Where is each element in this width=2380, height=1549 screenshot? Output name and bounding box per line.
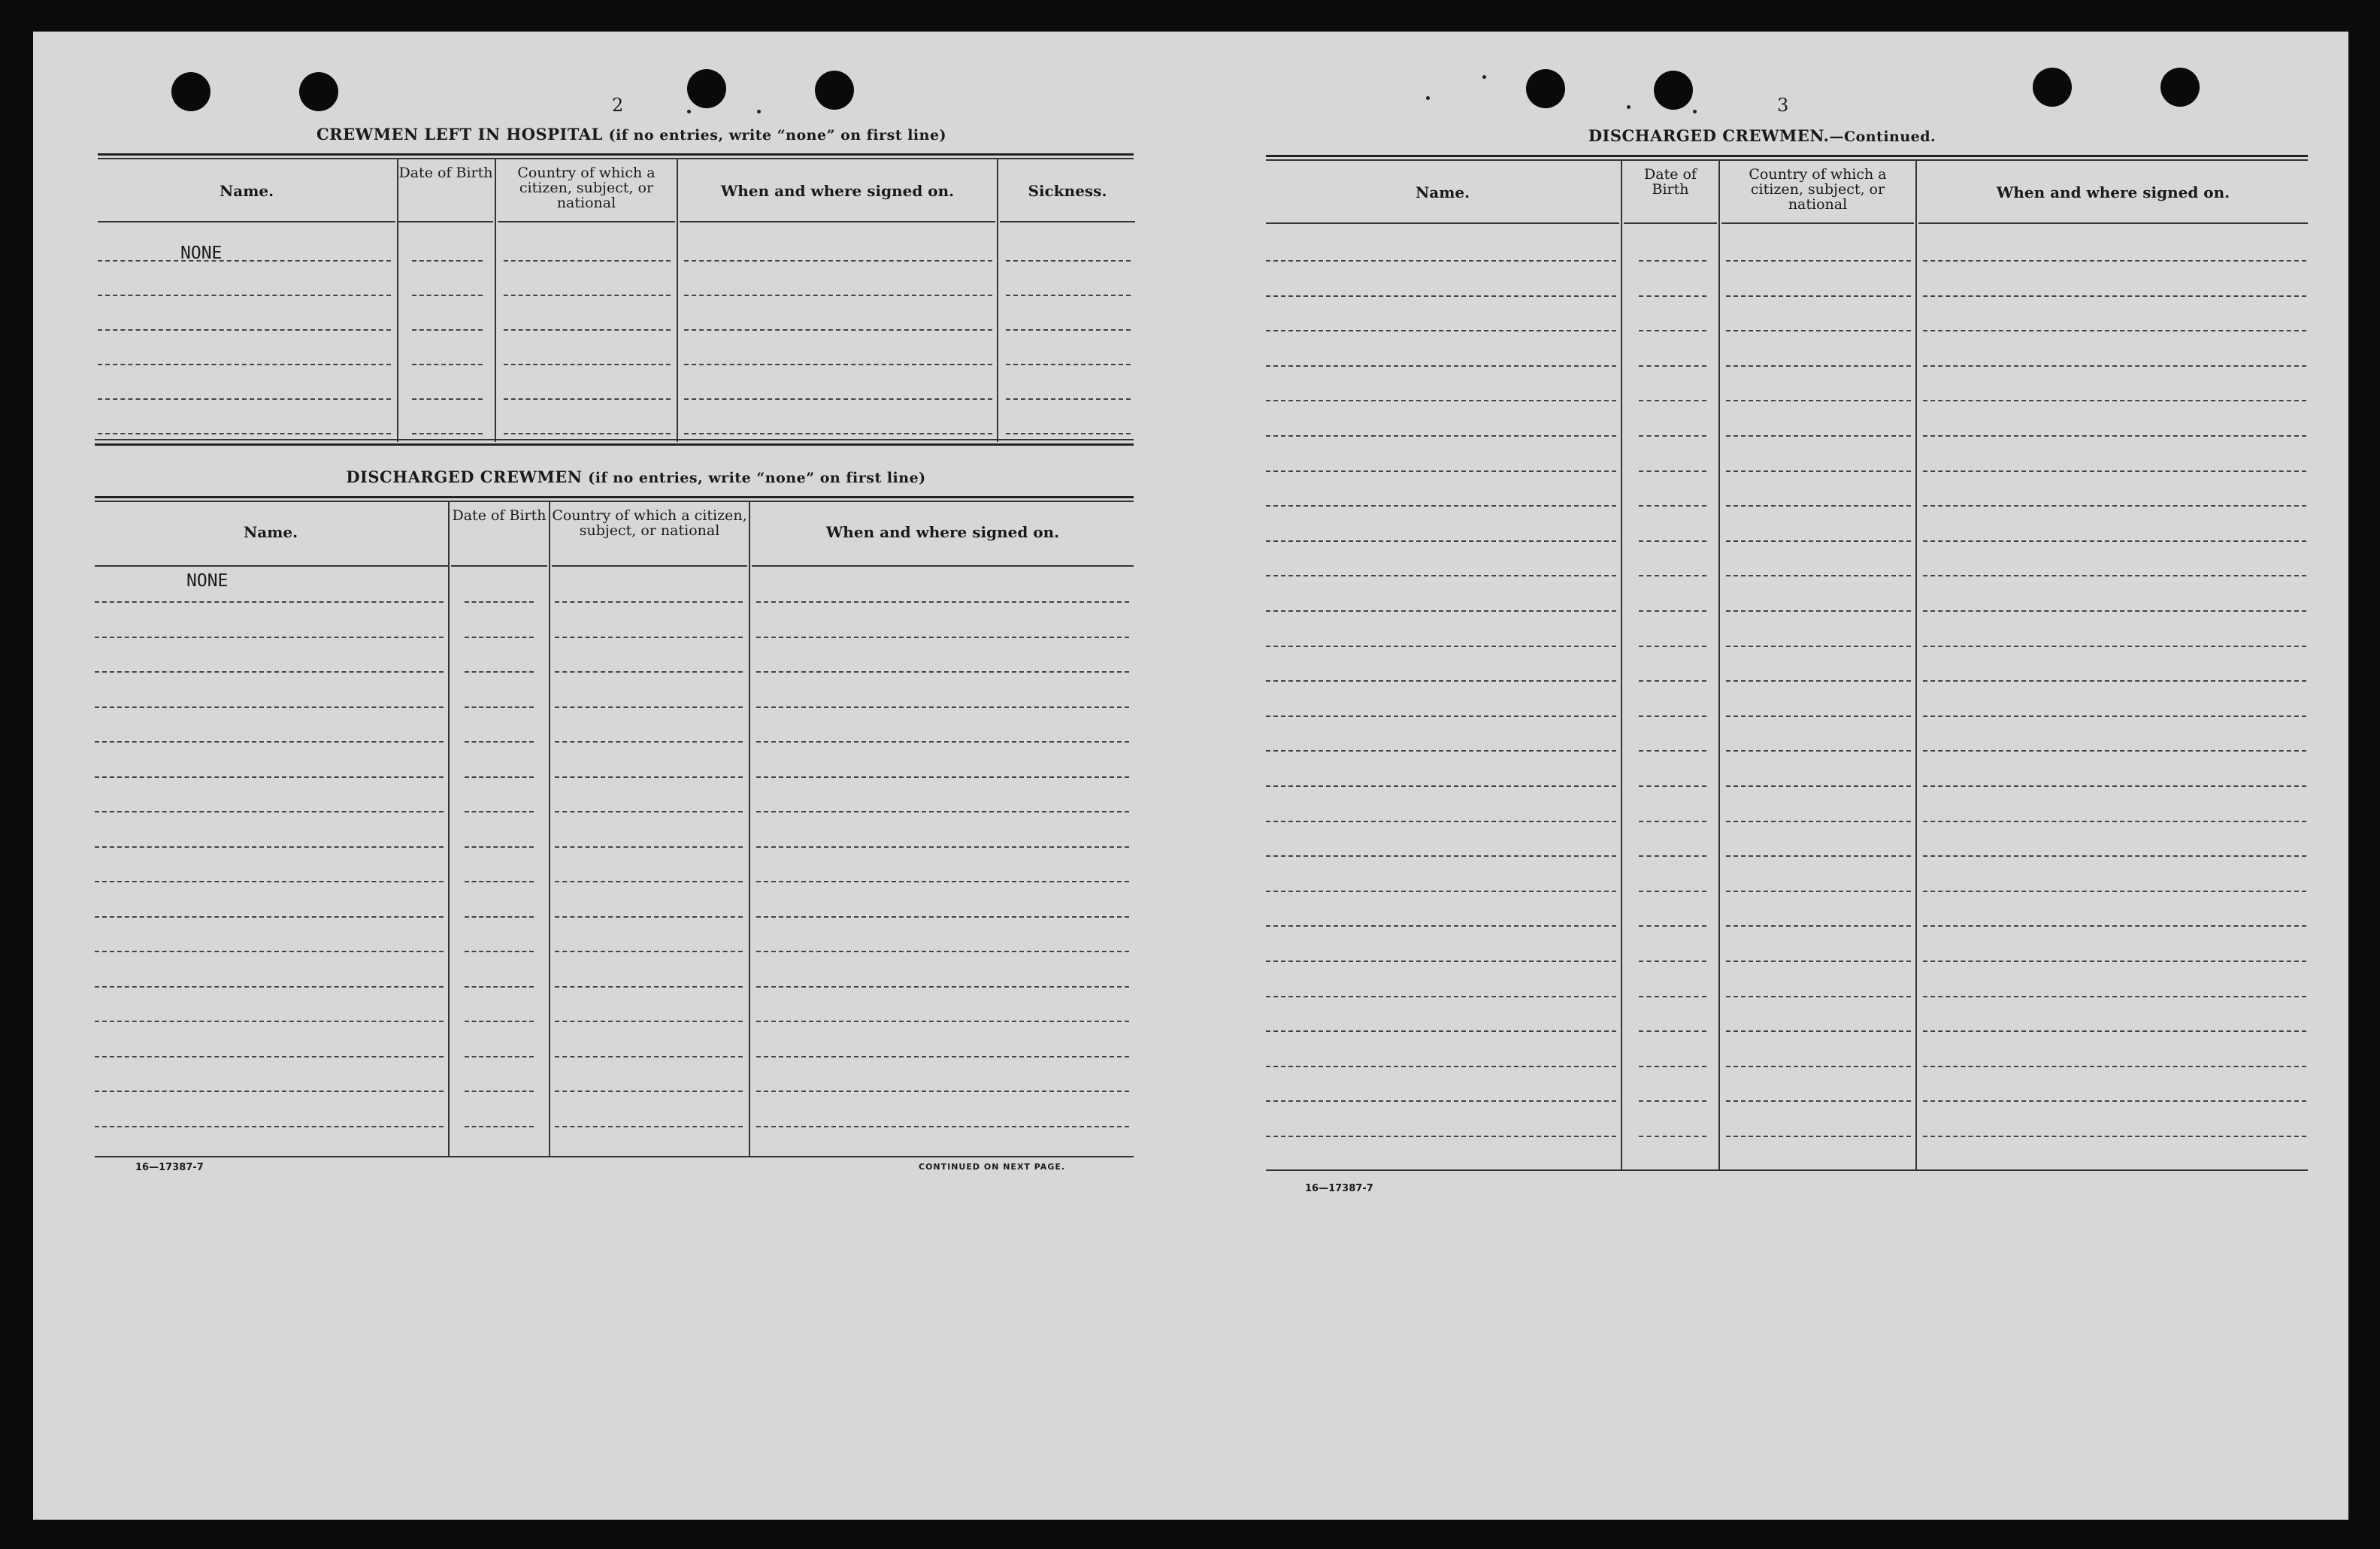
- entry-line: [555, 881, 743, 882]
- entry-line: [1923, 750, 2306, 752]
- entry-line: [1639, 716, 1706, 717]
- entry-line: [1266, 925, 1616, 927]
- entry-line: [756, 951, 1129, 952]
- entry-line: [1266, 1066, 1616, 1067]
- entry-line: [465, 776, 534, 778]
- entry-line: [1639, 610, 1706, 612]
- entry-line: [756, 1126, 1129, 1127]
- entry-line: [95, 637, 444, 638]
- discharged-first-entry: NONE: [186, 571, 229, 591]
- entry-line: [465, 951, 534, 952]
- entry-line: [1266, 785, 1616, 787]
- entry-line: [1726, 1100, 1911, 1102]
- entry-line: [465, 846, 534, 848]
- column-header-date-of-birth: Date of Birth: [398, 165, 493, 181]
- entry-line: [1006, 260, 1131, 262]
- entry-line: [1266, 646, 1616, 647]
- entry-line: [1639, 821, 1706, 822]
- entry-line: [95, 1056, 444, 1057]
- entry-line: [95, 671, 444, 673]
- entry-line: [95, 846, 444, 848]
- entry-line: [504, 260, 671, 262]
- entry-line: [1639, 365, 1706, 367]
- entry-line: [1266, 610, 1616, 612]
- column-header-name: Name.: [1415, 183, 1470, 201]
- entry-line: [756, 1056, 1129, 1057]
- entry-line: [756, 1091, 1129, 1092]
- entry-line: [98, 260, 391, 262]
- entry-line: [1923, 610, 2306, 612]
- entry-line: [95, 776, 444, 778]
- entry-line: [1923, 925, 2306, 927]
- entry-line: [1726, 680, 1911, 682]
- punch-hole: [1654, 71, 1693, 110]
- entry-line: [1639, 925, 1706, 927]
- discharged-section-title: DISCHARGED CREWMEN (if no entries, write “none” on first line): [346, 467, 926, 486]
- entry-line: [465, 601, 534, 603]
- entry-line: [1923, 260, 2306, 262]
- punch-hole: [171, 72, 210, 111]
- entry-line: [756, 706, 1129, 708]
- form-number: 16—17387-7: [135, 1162, 204, 1173]
- entry-line: [1923, 1136, 2306, 1137]
- entry-line: [1639, 575, 1706, 576]
- entry-line: [1266, 330, 1616, 331]
- entry-line: [1639, 891, 1706, 892]
- entry-line: [1923, 716, 2306, 717]
- entry-line: [1726, 1030, 1911, 1032]
- entry-line: [1006, 364, 1131, 365]
- continued-note: CONTINUED ON NEXT PAGE.: [919, 1162, 1066, 1172]
- entry-line: [98, 398, 391, 400]
- entry-line: [555, 986, 743, 988]
- entry-line: [555, 1056, 743, 1057]
- entry-line: [1006, 329, 1131, 331]
- entry-line: [555, 1021, 743, 1022]
- entry-line: [504, 398, 671, 400]
- entry-line: [684, 364, 992, 365]
- entry-line: [1923, 891, 2306, 892]
- entry-line: [1726, 295, 1911, 297]
- entry-line: [1923, 400, 2306, 401]
- column-header-when-where: When and where signed on.: [1996, 183, 2230, 201]
- entry-line: [465, 1056, 534, 1057]
- entry-line: [1923, 680, 2306, 682]
- entry-line: [98, 364, 391, 365]
- entry-line: [1266, 891, 1616, 892]
- entry-line: [1726, 505, 1911, 507]
- entry-line: [1726, 821, 1911, 822]
- punch-hole: [815, 71, 854, 110]
- entry-line: [756, 811, 1129, 812]
- column-header-country: Country of which a citizen, subject, or national: [517, 165, 656, 211]
- entry-line: [1726, 646, 1911, 647]
- entry-line: [95, 601, 444, 603]
- entry-line: [1266, 1030, 1616, 1032]
- entry-line: [1726, 470, 1911, 472]
- entry-line: [684, 398, 992, 400]
- entry-line: [95, 986, 444, 988]
- entry-line: [1639, 750, 1706, 752]
- entry-line: [1726, 961, 1911, 962]
- entry-line: [98, 433, 391, 434]
- entry-line: [1639, 680, 1706, 682]
- entry-line: [1639, 470, 1706, 472]
- entry-line: [1266, 435, 1616, 437]
- entry-line: [412, 329, 483, 331]
- entry-line: [95, 881, 444, 882]
- punch-hole: [2033, 68, 2072, 107]
- page-number: 2: [612, 95, 624, 116]
- column-header-name: Name.: [243, 523, 298, 541]
- entry-line: [756, 601, 1129, 603]
- entry-line: [412, 398, 483, 400]
- entry-line: [756, 671, 1129, 673]
- entry-line: [98, 329, 391, 331]
- entry-line: [1266, 961, 1616, 962]
- punch-hole: [2160, 68, 2200, 107]
- entry-line: [1266, 575, 1616, 576]
- entry-line: [1639, 855, 1706, 857]
- column-header-date-of-birth: Date of Birth: [452, 507, 547, 524]
- entry-line: [1923, 961, 2306, 962]
- entry-line: [465, 637, 534, 638]
- entry-line: [1266, 260, 1616, 262]
- entry-line: [1726, 1136, 1911, 1137]
- entry-line: [1266, 540, 1616, 542]
- entry-line: [684, 260, 992, 262]
- entry-line: [98, 295, 391, 296]
- entry-line: [1726, 855, 1911, 857]
- entry-line: [1266, 821, 1616, 822]
- entry-line: [555, 811, 743, 812]
- entry-line: [465, 916, 534, 918]
- entry-line: [756, 1021, 1129, 1022]
- entry-line: [1923, 821, 2306, 822]
- entry-line: [1923, 646, 2306, 647]
- entry-line: [1923, 365, 2306, 367]
- entry-line: [1006, 398, 1131, 400]
- entry-line: [1639, 295, 1706, 297]
- entry-line: [1726, 575, 1911, 576]
- entry-line: [1639, 260, 1706, 262]
- page-number: 3: [1777, 95, 1789, 116]
- entry-line: [1639, 1136, 1706, 1137]
- punch-hole: [687, 69, 726, 108]
- entry-line: [756, 637, 1129, 638]
- entry-line: [1266, 1136, 1616, 1137]
- entry-line: [95, 741, 444, 743]
- entry-line: [1726, 435, 1911, 437]
- entry-line: [1639, 435, 1706, 437]
- entry-line: [756, 916, 1129, 918]
- entry-line: [504, 433, 671, 434]
- entry-line: [1006, 295, 1131, 296]
- column-header-date-of-birth: Date of Birth: [1644, 166, 1697, 198]
- entry-line: [555, 1091, 743, 1092]
- entry-line: [1266, 365, 1616, 367]
- entry-line: [465, 741, 534, 743]
- entry-line: [555, 1126, 743, 1127]
- hospital-section-title: CREWMEN LEFT IN HOSPITAL (if no entries, write “none” on first line): [316, 125, 947, 144]
- entry-line: [1923, 505, 2306, 507]
- entry-line: [1726, 610, 1911, 612]
- entry-line: [1639, 400, 1706, 401]
- entry-line: [1726, 540, 1911, 542]
- entry-line: [1266, 855, 1616, 857]
- entry-line: [1923, 330, 2306, 331]
- entry-line: [1726, 996, 1911, 997]
- entry-line: [1639, 330, 1706, 331]
- document-paper: [33, 32, 2348, 1520]
- entry-line: [95, 951, 444, 952]
- column-header-country: Country of which a citizen, subject, or national: [1749, 166, 1887, 213]
- entry-line: [95, 811, 444, 812]
- entry-line: [1923, 540, 2306, 542]
- entry-line: [555, 741, 743, 743]
- entry-line: [756, 986, 1129, 988]
- entry-line: [555, 916, 743, 918]
- entry-line: [1266, 400, 1616, 401]
- entry-line: [1726, 400, 1911, 401]
- entry-line: [684, 329, 992, 331]
- hospital-first-entry: NONE: [180, 244, 223, 263]
- entry-line: [465, 1021, 534, 1022]
- entry-line: [1923, 575, 2306, 576]
- column-header-when-where: When and where signed on.: [720, 182, 955, 200]
- entry-line: [1639, 785, 1706, 787]
- entry-line: [1726, 330, 1911, 331]
- entry-line: [555, 671, 743, 673]
- entry-line: [555, 637, 743, 638]
- entry-line: [465, 671, 534, 673]
- entry-line: [1726, 716, 1911, 717]
- entry-line: [465, 811, 534, 812]
- entry-line: [1726, 1066, 1911, 1067]
- form-number: 16—17387-7: [1305, 1183, 1373, 1194]
- entry-line: [412, 433, 483, 434]
- entry-line: [1726, 925, 1911, 927]
- column-header-country: Country of which a citizen, subject, or national: [552, 507, 747, 539]
- entry-line: [412, 295, 483, 296]
- entry-line: [1923, 855, 2306, 857]
- entry-line: [1266, 505, 1616, 507]
- entry-line: [412, 260, 483, 262]
- entry-line: [1923, 1066, 2306, 1067]
- entry-line: [504, 364, 671, 365]
- entry-line: [684, 433, 992, 434]
- entry-line: [504, 295, 671, 296]
- entry-line: [95, 1126, 444, 1127]
- entry-line: [555, 951, 743, 952]
- entry-line: [1726, 260, 1911, 262]
- entry-line: [756, 846, 1129, 848]
- entry-line: [1266, 1100, 1616, 1102]
- entry-line: [412, 364, 483, 365]
- punch-hole: [299, 72, 338, 111]
- entry-line: [95, 916, 444, 918]
- entry-line: [1639, 540, 1706, 542]
- entry-line: [756, 881, 1129, 882]
- entry-line: [1639, 996, 1706, 997]
- column-header-when-where: When and where signed on.: [825, 523, 1060, 541]
- entry-line: [1266, 470, 1616, 472]
- entry-line: [504, 329, 671, 331]
- entry-line: [756, 741, 1129, 743]
- entry-line: [465, 1126, 534, 1127]
- column-header-name: Name.: [219, 182, 274, 200]
- entry-line: [1726, 750, 1911, 752]
- entry-line: [1726, 891, 1911, 892]
- column-header-sickness: Sickness.: [1028, 182, 1107, 200]
- entry-line: [1266, 680, 1616, 682]
- entry-line: [1923, 470, 2306, 472]
- entry-line: [1639, 505, 1706, 507]
- entry-line: [1923, 785, 2306, 787]
- entry-line: [1639, 646, 1706, 647]
- entry-line: [465, 986, 534, 988]
- entry-line: [1923, 1030, 2306, 1032]
- entry-line: [1923, 435, 2306, 437]
- entry-line: [95, 706, 444, 708]
- punch-hole: [1526, 69, 1565, 108]
- entry-line: [1726, 365, 1911, 367]
- entry-line: [1639, 1066, 1706, 1067]
- entry-line: [1639, 961, 1706, 962]
- entry-line: [1923, 996, 2306, 997]
- entry-line: [555, 706, 743, 708]
- entry-line: [95, 1091, 444, 1092]
- entry-line: [555, 846, 743, 848]
- entry-line: [465, 881, 534, 882]
- entry-line: [555, 776, 743, 778]
- entry-line: [555, 601, 743, 603]
- entry-line: [1726, 785, 1911, 787]
- entry-line: [1266, 750, 1616, 752]
- entry-line: [95, 1021, 444, 1022]
- entry-line: [1006, 433, 1131, 434]
- entry-line: [1266, 295, 1616, 297]
- entry-line: [1639, 1100, 1706, 1102]
- entry-line: [756, 776, 1129, 778]
- entry-line: [1266, 996, 1616, 997]
- entry-line: [1639, 1030, 1706, 1032]
- entry-line: [465, 706, 534, 708]
- entry-line: [465, 1091, 534, 1092]
- entry-line: [1266, 716, 1616, 717]
- right-page-title: DISCHARGED CREWMEN.—Continued.: [1588, 126, 1936, 145]
- entry-line: [1923, 295, 2306, 297]
- entry-line: [1923, 1100, 2306, 1102]
- entry-line: [684, 295, 992, 296]
